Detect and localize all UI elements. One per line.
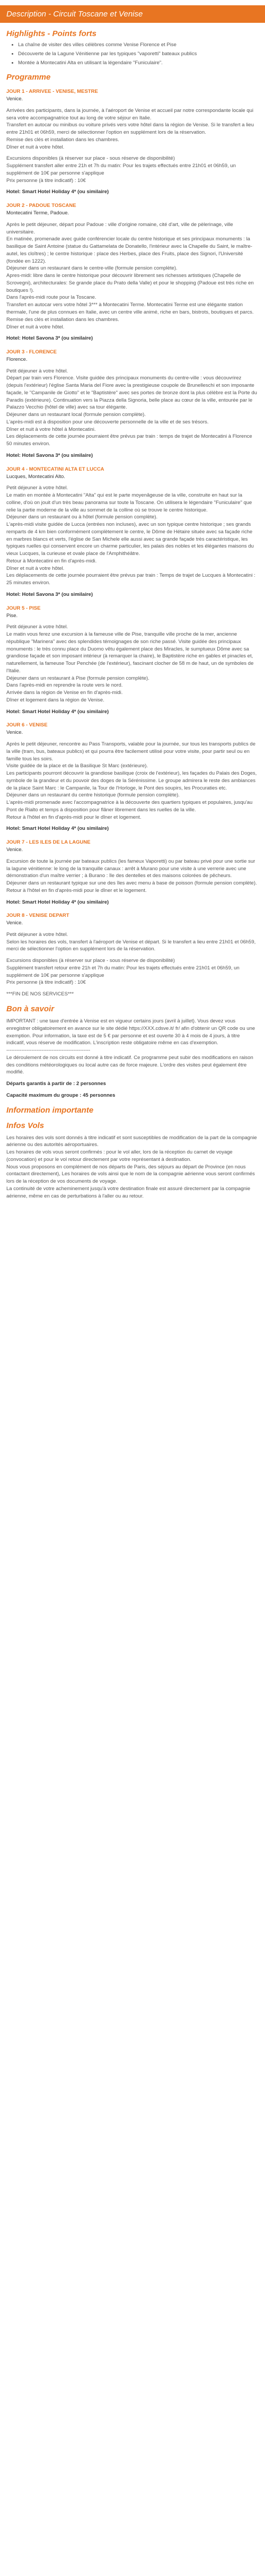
bon-a-savoir-text: IMPORTANT : une taxe d'entrée à Venise est en vigueur certains jours (avril à juillet). Vous devez vous enregistrer obligatoirement en avance sur le site dédié https://XXX.cdsve.it/ fr/ afin d'obtenir un QR code ou une exemption. Pour information, la taxe est de 5 € par personne et est ouverte 30 à 4 mois de 4 jours, à titre indicatif, vous réserve de modification. L'inscription reste obligatoire même en cas d'exemption. -------------------------------------------------- Le déroulement de nos circuits est donné à titre indicatif. Ce programme peut subir des modifications en raison des conditions météorologiques ou local autre cas de force majeure. L'ordre des visites peut également être modifié. [6, 1018, 255, 1075]
capacite-maximum: Capacité maximum du groupe : 45 personnes [6, 1092, 116, 1098]
day-text: Après le petit déjeuner, départ pour Padoue : ville d'origine romaine, cité d'art, ville de pèlerinage, ville universitaire. En matinée, promenade avec guide conférencier locale du centre historique et ses principaux monuments : la basilique de Saint Antoine (statue du Gattamelata de Donatello, l'intérieur avec la Chapelle du Saint, le maître-autel, les cloîtres) ; le centre historique : place des Herbes, place des Fruits, place des Signori, l'Université (fondée en 1222). Déjeuner dans un restaurant dans le centre-ville (formule pension complète). Apres-midi: libre dans le centre historique pour découvrir librement ses richesses artistiques (Chapelle de Scrovegni), architecturales: Se grande place du Prato della Valle) et pour le shopping (Padoue est très riche en boutiques !). Dans l'après-midi route pour la Toscane. Transfert en autocar vers votre hôtel 3*** à Montecatini Terme. Montecatini Terme est une élégante station thermale, l'une de plus connues en Italie, avec un centre ville animé, riche en bars, bistrots, boutiques et parcs. Remise des clés et installation dans les chambres. Dîner et nuit à votre hôtel. [6, 221, 254, 330]
programme-section [0, 88, 265, 998]
day-hotel: Hotel: Smart Hotel Holiday 4* (ou similaire) [6, 826, 109, 832]
day-4 [6, 466, 259, 599]
highlights-list [6, 41, 259, 66]
day-title: JOUR 3 - FLORENCE [6, 349, 57, 355]
day-text: Petit déjeuner à votre hôtel. Selon les horaires des vols, transfert à l'aéroport de Venise et départ. Si le transfert a lieu entre 21h01 et 06h59, merci de sélectionner l'option en supplément lors de la réservation. [6, 931, 256, 952]
day-hotel: Hotel: Smart Hotel Holiday 4* (ou similaire) [6, 189, 109, 195]
day-8 [6, 912, 259, 998]
day-text: Arrivées des participants, dans la journée, à l'aéroport de Venise et accueil par notre correspondante locale qui sera votre accompagnatrice tout au long de votre séjour en Italie. Transfert en autocar ou minibus ou voiture privés vers votre hôtel dans la région de Venise. Si le transfert a lieu entre 21h01 et 06h59, merci de sélectionner l'option en supplément lors de la réservation. Remise des clés et installation dans les chambres. Dîner et nuit à votre hôtel. [6, 107, 254, 150]
day-title: JOUR 7 - LES ILES DE LA LAGUNE [6, 839, 91, 846]
day-hotel: Hotel: Hotel Savona 3* (ou similaire) [6, 452, 93, 458]
day-subtitle: Venice. [6, 920, 23, 926]
day-1 [6, 88, 259, 196]
bon-a-savoir-section [0, 1018, 265, 1099]
highlight-item: • Découverte de la Lagune Vénitienne par les typiques "vaporetti" bateaux publics [18, 50, 259, 58]
infos-vols-text: Les horaires des vols sont donnés à titre indicatif et sont susceptibles de modification de la part de la compagnie aérienne ou des autorités aéroportuaires. Les horaires de vols vous seront confirmés : pour le vol aller, lors de la réception du carnet de voyage (convocation) et pour le vol retour directement par votre représentant à destination. Nous vous proposons en complément de nos départs de Paris, des séjours au départ de Province (en nous contactant directement), Les horaires de vols ainsi que le nom de la compagnie aérienne vous seront confirmés lors de la réception de vos documents de voyage. La continuité de votre acheminement jusqu'à votre destination finale est assuré directement par la compagnie aérienne, même en cas de perturbations à l'aller ou au retour. [6, 1134, 257, 1199]
day-text: Petit déjeuner à votre hôtel. Le matin vous ferez une excursion à la fameuse ville de Pise, tranquille ville proche de la mer, ancienne république "Marinera" avec des splendides témoignages de son riche passé. Visite guidée des principaux monuments : le très connu place du Duomo vêtu également place des Miracles, le sumptueux Dôme avec sa grandiose façade et son imposant intérieur (à remarquer la chaire), le Baptistère riche en gables et pinacles et, naturellement, la fameuse Tour Penchée (de l'extérieur), fascinant clocher de 58 m de haut, un de symboles de l'Italie. Déjeuner dans un restaurant à Pise (formule pension complète). Dans l'après-midi en reprendre la route vers le nord. Arrivée dans la région de Venise en fin d'après-midi. Dîner et logement dans la région de Venise. [6, 624, 254, 703]
day-7 [6, 839, 259, 906]
day-excursions: Excursions disponibles (à réserver sur place - sous réserve de disponibilité) Supplément transfert retour entre 21h et 7h du matin: Pour les trajets effectués entre 21h01 et 06h59, un supplément de 10€ par personne s'applique Prix personne (à titre indicatif) : 10€ [6, 958, 240, 986]
day-hotel: Hotel: Smart Hotel Holiday 4* (ou similaire) [6, 708, 109, 715]
day-text: Petit déjeuner à votre hôtel. Le matin en montée à Montecatini "Alta" qui est le parte moyenâgeuse de la ville, construite en haut sur la colline, d'où on jouit d'un très beau panorama sur toute la Toscane. On utilisera le légendaire "Funiculaire" que relie la partie moderne de la ville au sommet de la colline où se trouve le centre historique. Déjeuner dans un restaurant ou à hôtel (formule pension complète). L'après-midi visite guidée de Lucca (entrées non incluses), avec un son typique centre historique ; ses grands remparts de 4 km bien conformément complètement le centre, le Dôme de Hétaire située avec sa façade riche en marbres blancs et verts, l'église de San Michele elle aussi avec sa grande façade très caractéristique, les typiques ruelles qui conservent encore un charme particulier, les palais des nobles et les élégantes maisons du vieux Lucques, la curieuse et ovale place de l'Amphithéâtre. Retour à Montecatini en fin d'après-midi. Dîner et nuit à votre hôtel. Les déplacements de cette journée pourraient être prévus par train : Temps de trajet de Lucques à Montecatini : 25 minutes environ. [6, 485, 255, 586]
day-title: JOUR 1 - ARRIVEE - VENISE, MESTRE [6, 89, 98, 95]
highlights-title: Highlights - Points forts [6, 29, 96, 38]
day-hotel: Hotel: Hotel Savona 3* (ou similaire) [6, 592, 93, 597]
programme-title: Programme [6, 73, 51, 82]
day-subtitle: Florence. [6, 356, 28, 362]
day-title: JOUR 4 - MONTECATINI ALTA ET LUCCA [6, 466, 104, 472]
day-subtitle: Venice. [6, 730, 23, 736]
infos-vols-title: Infos Vols [6, 1121, 45, 1130]
day-subtitle: Montecatini Terme, Padoue. [6, 210, 69, 216]
day-text: Après le petit déjeuner, rencontre au Pass Transports, valable pour la journée, sur tous les transports publics de la ville (tram, bus, bateaux publics) et qui pourra être facilement utilisé pour votre visite, pour partir seul ou en famille tous les soirs. Visite guidée de la place et de la Basilique St Marc (extérieure). Les participants pourront découvrir la grandiose basilique (croix de l'extérieur), les façades du Palais des Doges, symbole de la grandeur et du pouvoir des doges de la Sérénissime. Le groupe admirera le reste des ambiances de la place Saint Marc : le Campanile, la Tour de l'Horloge, le Pont des soupirs, les Procuraties etc. Déjeuner dans un restaurant du centre historique (formule pension complète). L'après-midi promenade avec l'accompagnatrice à la découverte des quartiers typiques et populaires, jusqu'au Pont de Rialto et temps à disposition pour flâner librement dans les ruelles de la ville. Retour à l'hôtel en fin d'après-midi pour le dîner et logement. [6, 741, 257, 820]
highlight-item: • La chaîne de visiter des villes célèbres comme Venise Florence et Pise [18, 41, 259, 49]
day-hotel: Hotel: Smart Hotel Holiday 4* (ou similaire) [6, 899, 109, 905]
day-6 [6, 722, 259, 832]
day-subtitle: Venice. [6, 96, 23, 102]
day-5 [6, 605, 259, 716]
day-subtitle: Pise. [6, 612, 18, 619]
day-2 [6, 202, 259, 342]
end-of-services: ***FIN DE NOS SERVICES*** [6, 991, 74, 998]
day-subtitle: Venice. [6, 846, 23, 853]
day-hotel: Hotel: Hotel Savona 3* (ou similaire) [6, 335, 93, 342]
highlight-item: • Montée à Montecatini Alta en utilisant la légendaire "Funiculaire". [18, 59, 259, 67]
highlights-section [0, 41, 265, 66]
information-title: Information importante [6, 1105, 94, 1115]
day-text: Petit déjeuner à votre hôtel. Départ par train vers Florence. Visite guidée des principaux monuments du centre-ville : vous découvrirez (depuis l'extérieur) l'église Santa Maria del Fiore avec la prestigieuse coupole de Brunelleschi et son imposante façade, le "Campanile de Giotto" et le "Baptistère" avec ses portes de bronze dont la plus célèbre est la Porte du Paradis (extérieure). Continuation vers la Piazza della Signoria, belle place au cœur de la ville, entourée par le Palazzo Vecchio (hôtel de ville) avec sa tour élégante. Déjeuner dans un restaurant local (formule pension complète). L'après-midi est à disposition pour une découverte personnelle de la ville et de ses trésors. Dîner et nuit à votre hôtel à Montecatini. Les déplacements de cette journée pourraient être prévus par train : temps de trajet de Montecatini à Florence 50 minutes environ. [6, 368, 257, 447]
departs-garantis: Départs garantis à partir de : 2 personnes [6, 1081, 106, 1087]
page [0, 5, 265, 1200]
day-title: JOUR 2 - PADOUE TOSCANE [6, 203, 76, 209]
day-text: Excursion de toute la journée par bateaux publics (les fameux Vaporetti) ou par bateau privé pour une sortie sur la lagune vénitienne: le long de la tranquille canaux : arrêt à Murano pour une visite à une verrerie avec une démonstration d'un maître verrier ; à Burano : île des dentelles et des maisons colorées de pêcheurs. Déjeuner dans un restaurant typique sur une des îles avec menu à base de poisson (formule pension complète). Retour à l'hôtel en fin d'après-midi pour le dîner et le logement. [6, 858, 257, 894]
day-subtitle: Lucques, Montecatini Alto. [6, 473, 65, 480]
day-title: JOUR 6 - VENISE [6, 722, 48, 728]
infos-vols-section [0, 1134, 265, 1200]
day-title: JOUR 8 - VENISE DEPART [6, 913, 69, 919]
day-excursions: Excursions disponibles (à réserver sur place - sous réserve de disponibilité) Supplément transfert aller entre 21h et 7h du matin: Pour les trajets effectués entre 21h01 et 06h59, un supplément de 10€ par personne s'applique Prix personne (à titre indicatif) : 10€ [6, 155, 236, 184]
bon-a-savoir-title: Bon à savoir [6, 1004, 55, 1013]
page-title: Description - Circuit Toscane et Venise [0, 5, 265, 23]
day-title: JOUR 5 - PISE [6, 605, 41, 611]
day-3 [6, 349, 259, 459]
